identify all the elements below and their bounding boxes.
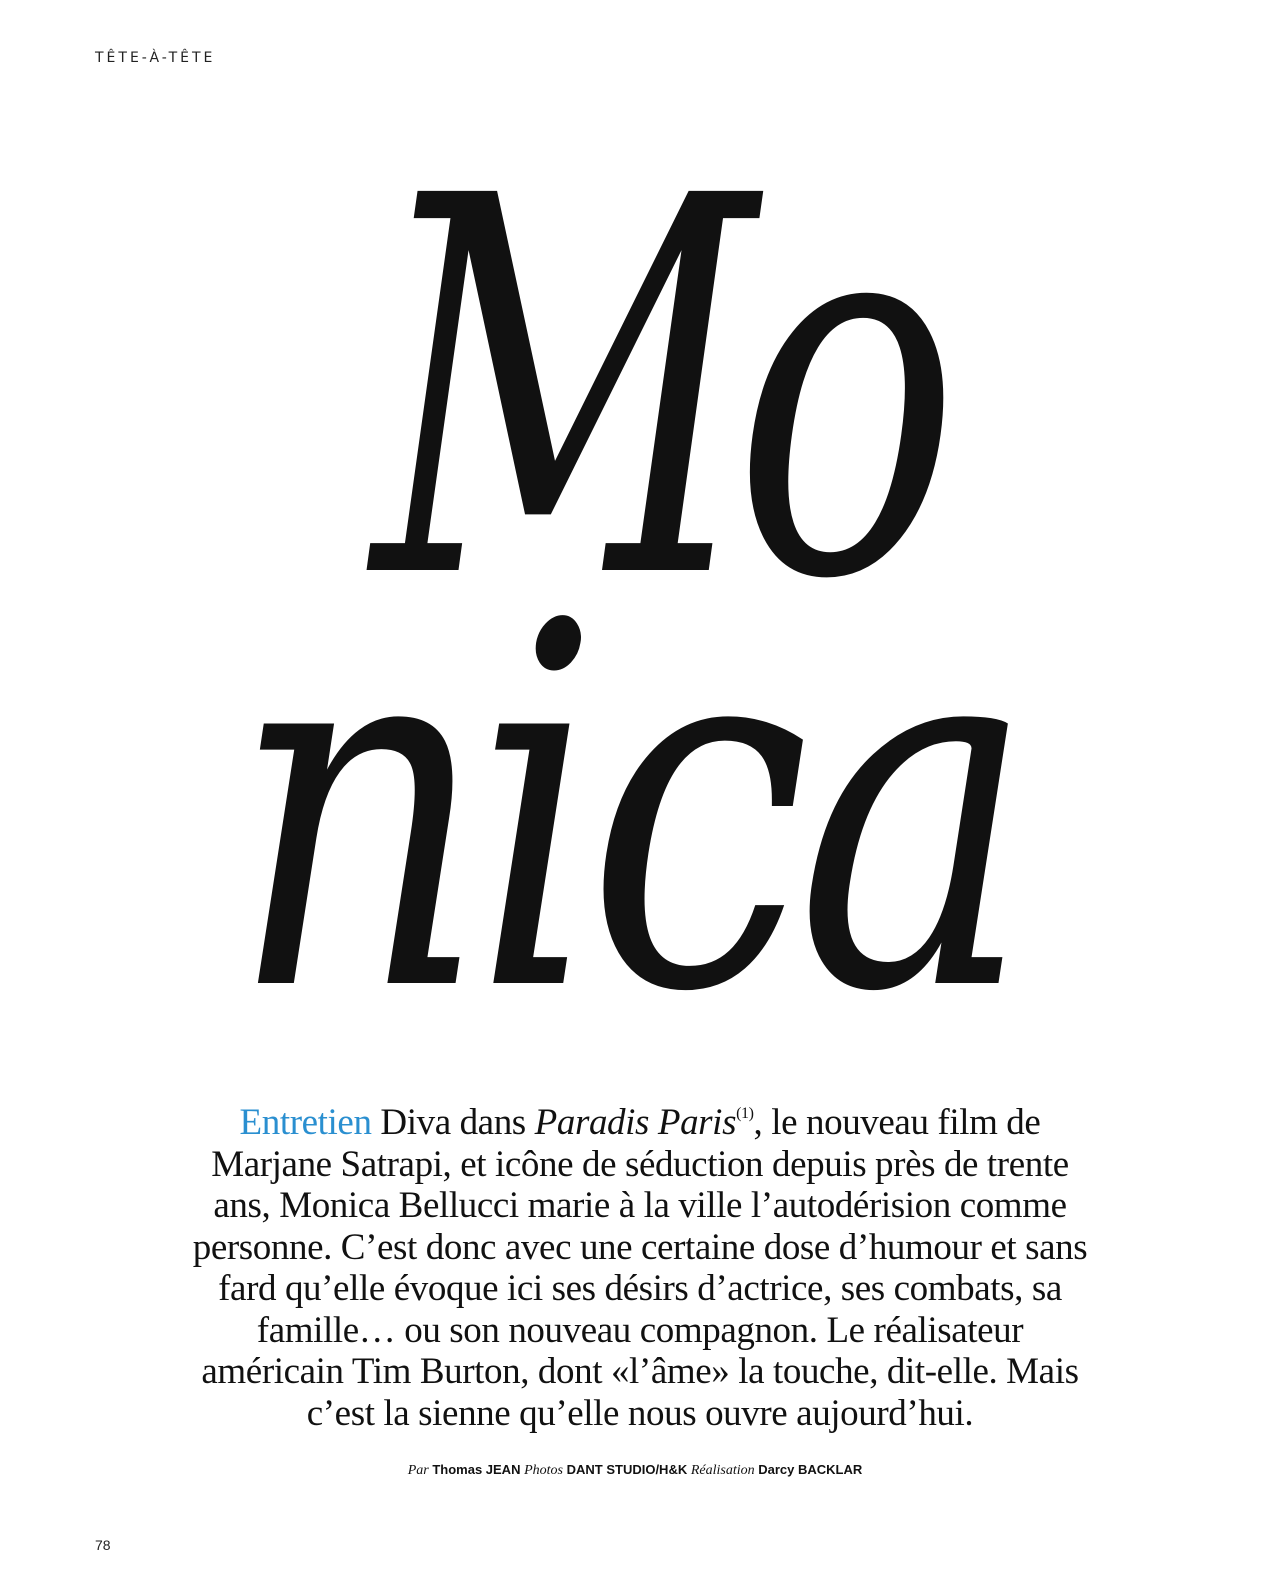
intro-kicker: Entretien bbox=[239, 1102, 372, 1143]
credit-author: Thomas JEAN bbox=[432, 1462, 521, 1477]
intro-paragraph bbox=[190, 1102, 1090, 1434]
credits-line bbox=[0, 1462, 1270, 1479]
credit-label-photos: Photos bbox=[524, 1463, 563, 1478]
film-title: Paradis Paris bbox=[534, 1102, 737, 1143]
credit-label-par: Par bbox=[407, 1463, 429, 1478]
footnote-reference: (1) bbox=[736, 1105, 754, 1122]
title-line-1: Mo bbox=[372, 87, 938, 693]
credit-stylist: Darcy BACKLAR bbox=[758, 1462, 863, 1477]
title-line-2: nica bbox=[229, 519, 1021, 1101]
page-number: 78 bbox=[95, 1537, 111, 1553]
credit-photographer: DANT STUDIO/H&K bbox=[566, 1462, 688, 1477]
credit-label-realisation: Réalisation bbox=[690, 1463, 755, 1478]
section-rubric: TÊTE-À-TÊTE bbox=[95, 50, 216, 66]
intro-text-start: Diva dans bbox=[371, 1102, 535, 1143]
intro-text-rest: , le nouveau film de Marjane Satrapi, et icône de séduction depuis près de trente ans, Monica Bellucci marie à la ville l’autodérision comme personne. C’est donc avec une certaine dose d’humour et sans fard qu’elle évoque ici ses désirs d’actrice, ses combats, sa famille… ou son nouveau compagnon. Le réalisateur américain Tim Burton, dont «l’âme» la touche, dit-elle. Mais c’est la sienne qu’elle nous ouvre aujourd’hui. bbox=[192, 1102, 1088, 1434]
